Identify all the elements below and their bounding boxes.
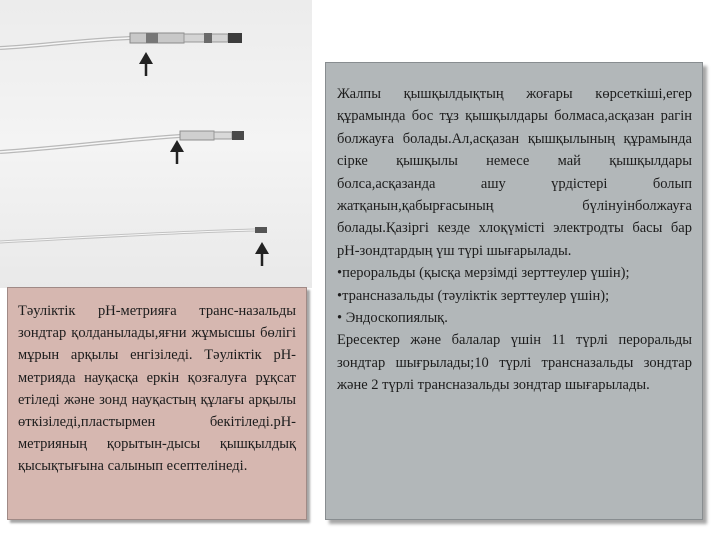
probe-1: [0, 33, 242, 48]
bullet-item: • Эндоскопиялық.: [337, 310, 448, 327]
arrow-up-icon: [255, 242, 269, 266]
main-text-box: [325, 62, 703, 520]
probe-2: [0, 131, 244, 152]
caption-box: [7, 287, 307, 520]
bullet-item: •пероральды (қысқа мерзімді зерттеулер үшін);: [337, 265, 630, 282]
probes-photo: [0, 0, 312, 288]
arrow-up-icon: [170, 140, 184, 164]
closing-paragraph: Ересектер және балалар үшін 11 түрлі пероральды зондтар шығрылады;10 түрлі трансназальды зондтар және 2 түрлі трансназальды зондтар шығарылады.: [337, 332, 692, 394]
caption-text: Тәуліктік рН-метрияға транс-назальды зондтар қолданылады,яғни жұмысшы бөлігі мұрын арқылы енгізіледі. Тәуліктік рН-метрияда науқасқа еркін қозғалуға рұқсат етіледі және зонд науқастың құлағы арқылы өткізіледі,пластырмен бекітіледі.рН-метрияның қорытын-дысы қышқылдық қысықтығына салынып есептелінеді.: [18, 303, 296, 475]
probes-illustration: [0, 0, 312, 288]
arrow-up-icon: [139, 52, 153, 76]
probe-3: [0, 227, 267, 242]
main-paragraph: Жалпы қышқылдықтың жоғары көрсеткіші,егер құрамында бос тұз қышқылдары болмаса,асқазан рагін болжауға болады.Ал,асқазан қышқылының құрамында сірке қышқылы немесе май қышқылдары болса,асқазанда ашу үрдістері болып жатқанын,қабырғасының бүлінуінболжауға болады.Қазіргі кезде хлоқүмісті электродты басы бар рН-зондтардың үш түрі шығарылады.: [337, 86, 692, 259]
bullet-item: •трансназальды (тәуліктік зерттеулер үшін);: [337, 287, 610, 304]
